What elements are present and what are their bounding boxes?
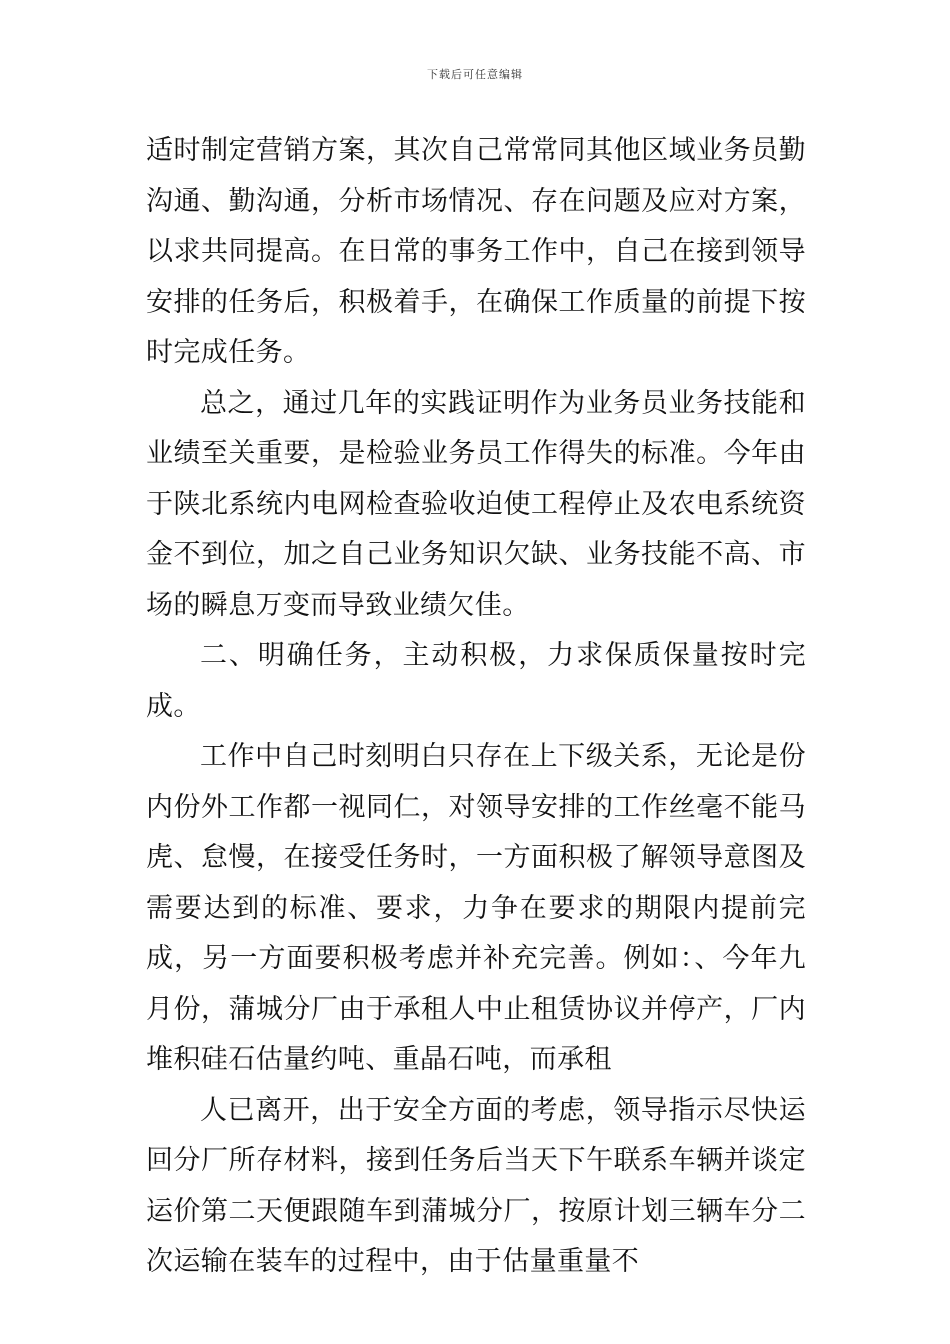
document-body <box>146 126 806 1288</box>
section-heading: 二、明确任务，主动积极，力求保质保量按时完成。 <box>146 640 806 722</box>
paragraph-summary: 总之，通过几年的实践证明作为业务员业务技能和业绩至关重要，是检验业务员工作得失的标准。今年由于陕北系统内电网检查验收迫使工程停止及农电系统资金不到位，加之自己业务知识欠缺、业务技能不高、市场的瞬息万变而导致业绩欠佳。 <box>146 387 806 621</box>
header-note: 下载后可任意编辑 <box>427 68 523 81</box>
paragraph-tasks: 工作中自己时刻明白只存在上下级关系，无论是份内份外工作都一视同仁，对领导安排的工作丝毫不能马虎、怠慢，在接受任务时，一方面积极了解领导意图及需要达到的标准、要求，力争在要求的期限内提前完成，另一方面要积极考虑并补充完善。例如：、今年九月份，蒲城分厂由于承租人中止租赁协议并停产，厂内堆积硅石估量约吨、重晶石吨，而承租 <box>146 741 806 1075</box>
paragraph-continuation: 适时制定营销方案，其次自己常常同其他区域业务员勤沟通、勤沟通，分析市场情况、存在问题及应对方案，以求共同提高。在日常的事务工作中，自己在接到领导安排的任务后，积极着手，在确保工作质量的前提下按时完成任务。 <box>146 135 806 368</box>
paragraph-transport: 人已离开，出于安全方面的考虑，领导指示尽快运回分厂所存材料，接到任务后当天下午联系车辆并谈定运价第二天便跟随车到蒲城分厂，按原计划三辆车分二次运输在装车的过程中，由于估量重量不 <box>146 1094 806 1277</box>
